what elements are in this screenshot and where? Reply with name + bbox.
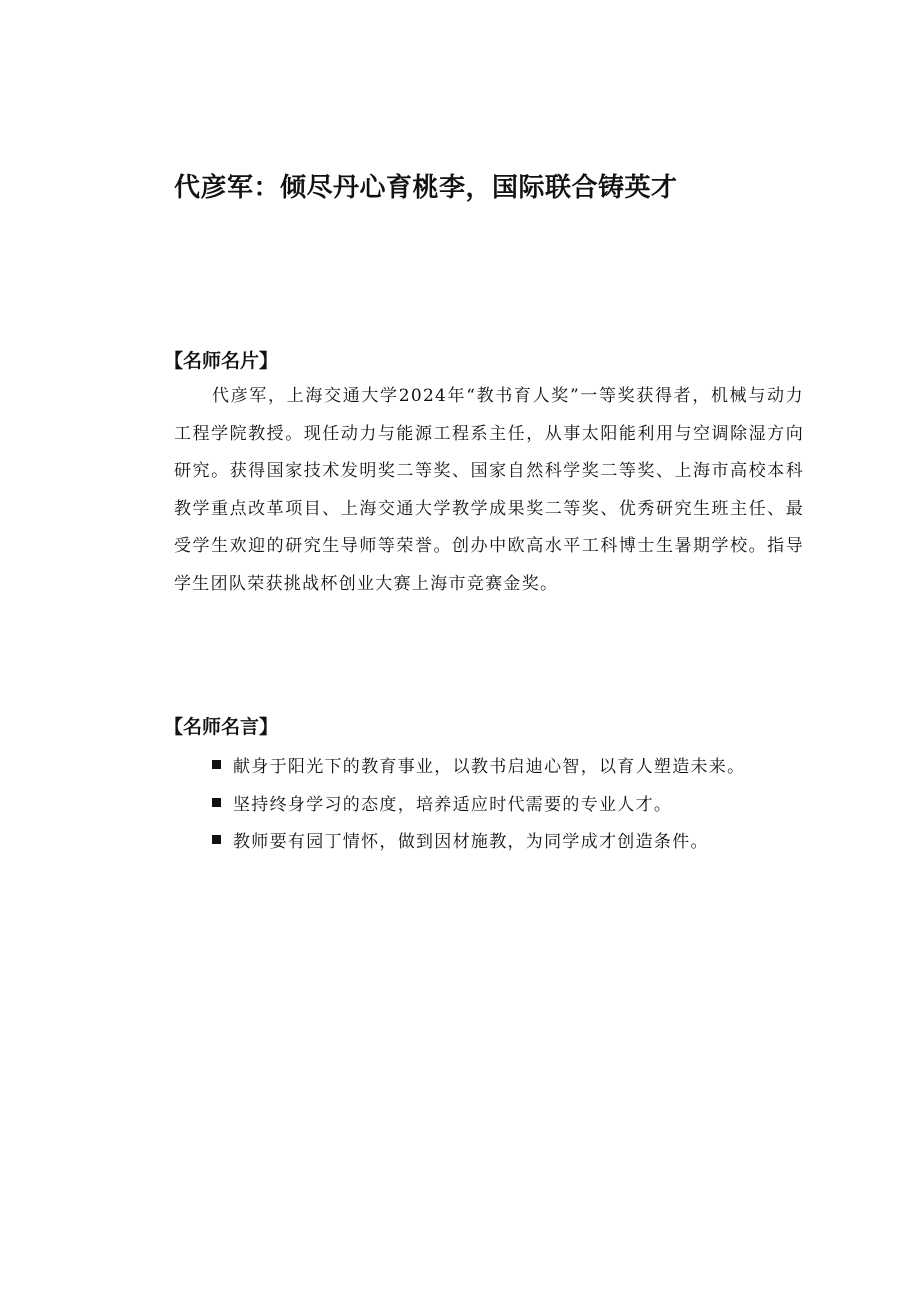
article-title: 代彦军：倾尽丹心育桃李，国际联合铸英才: [174, 173, 678, 203]
quote-text: 教师要有园丁情怀，做到因材施教，为同学成才创造条件。: [233, 832, 709, 853]
square-bullet-icon: [212, 835, 221, 844]
quote-item: [212, 746, 812, 784]
quote-text: 坚持终身学习的态度，培养适应时代需要的专业人才。: [233, 794, 673, 815]
square-bullet-icon: [212, 760, 221, 769]
profile-paragraph: 代彦军，上海交通大学2024年“教书育人奖”一等奖获得者，机械与动力工程学院教授。现任动力与能源工程系主任，从事太阳能利用与空调除湿方向研究。获得国家技术发明奖二等奖、国家自然科学奖二等奖、上海市高校本科教学重点改革项目、上海交通大学教学成果奖二等奖、优秀研究生班主任、最受学生欢迎的研究生导师等荣誉。创办中欧高水平工科博士生暑期学校。指导学生团队荣获挑战杯创业大赛上海市竞赛金奖。: [174, 386, 804, 594]
quote-item: [212, 784, 812, 822]
quote-item: [212, 821, 812, 859]
quote-text: 献身于阳光下的教育事业，以教书启迪心智，以育人塑造未来。: [233, 757, 746, 778]
quotes-section-heading: 【名师名言】: [164, 716, 279, 738]
square-bullet-icon: [212, 798, 221, 807]
quotes-list: [212, 746, 812, 859]
profile-section-heading: 【名师名片】: [164, 350, 279, 372]
